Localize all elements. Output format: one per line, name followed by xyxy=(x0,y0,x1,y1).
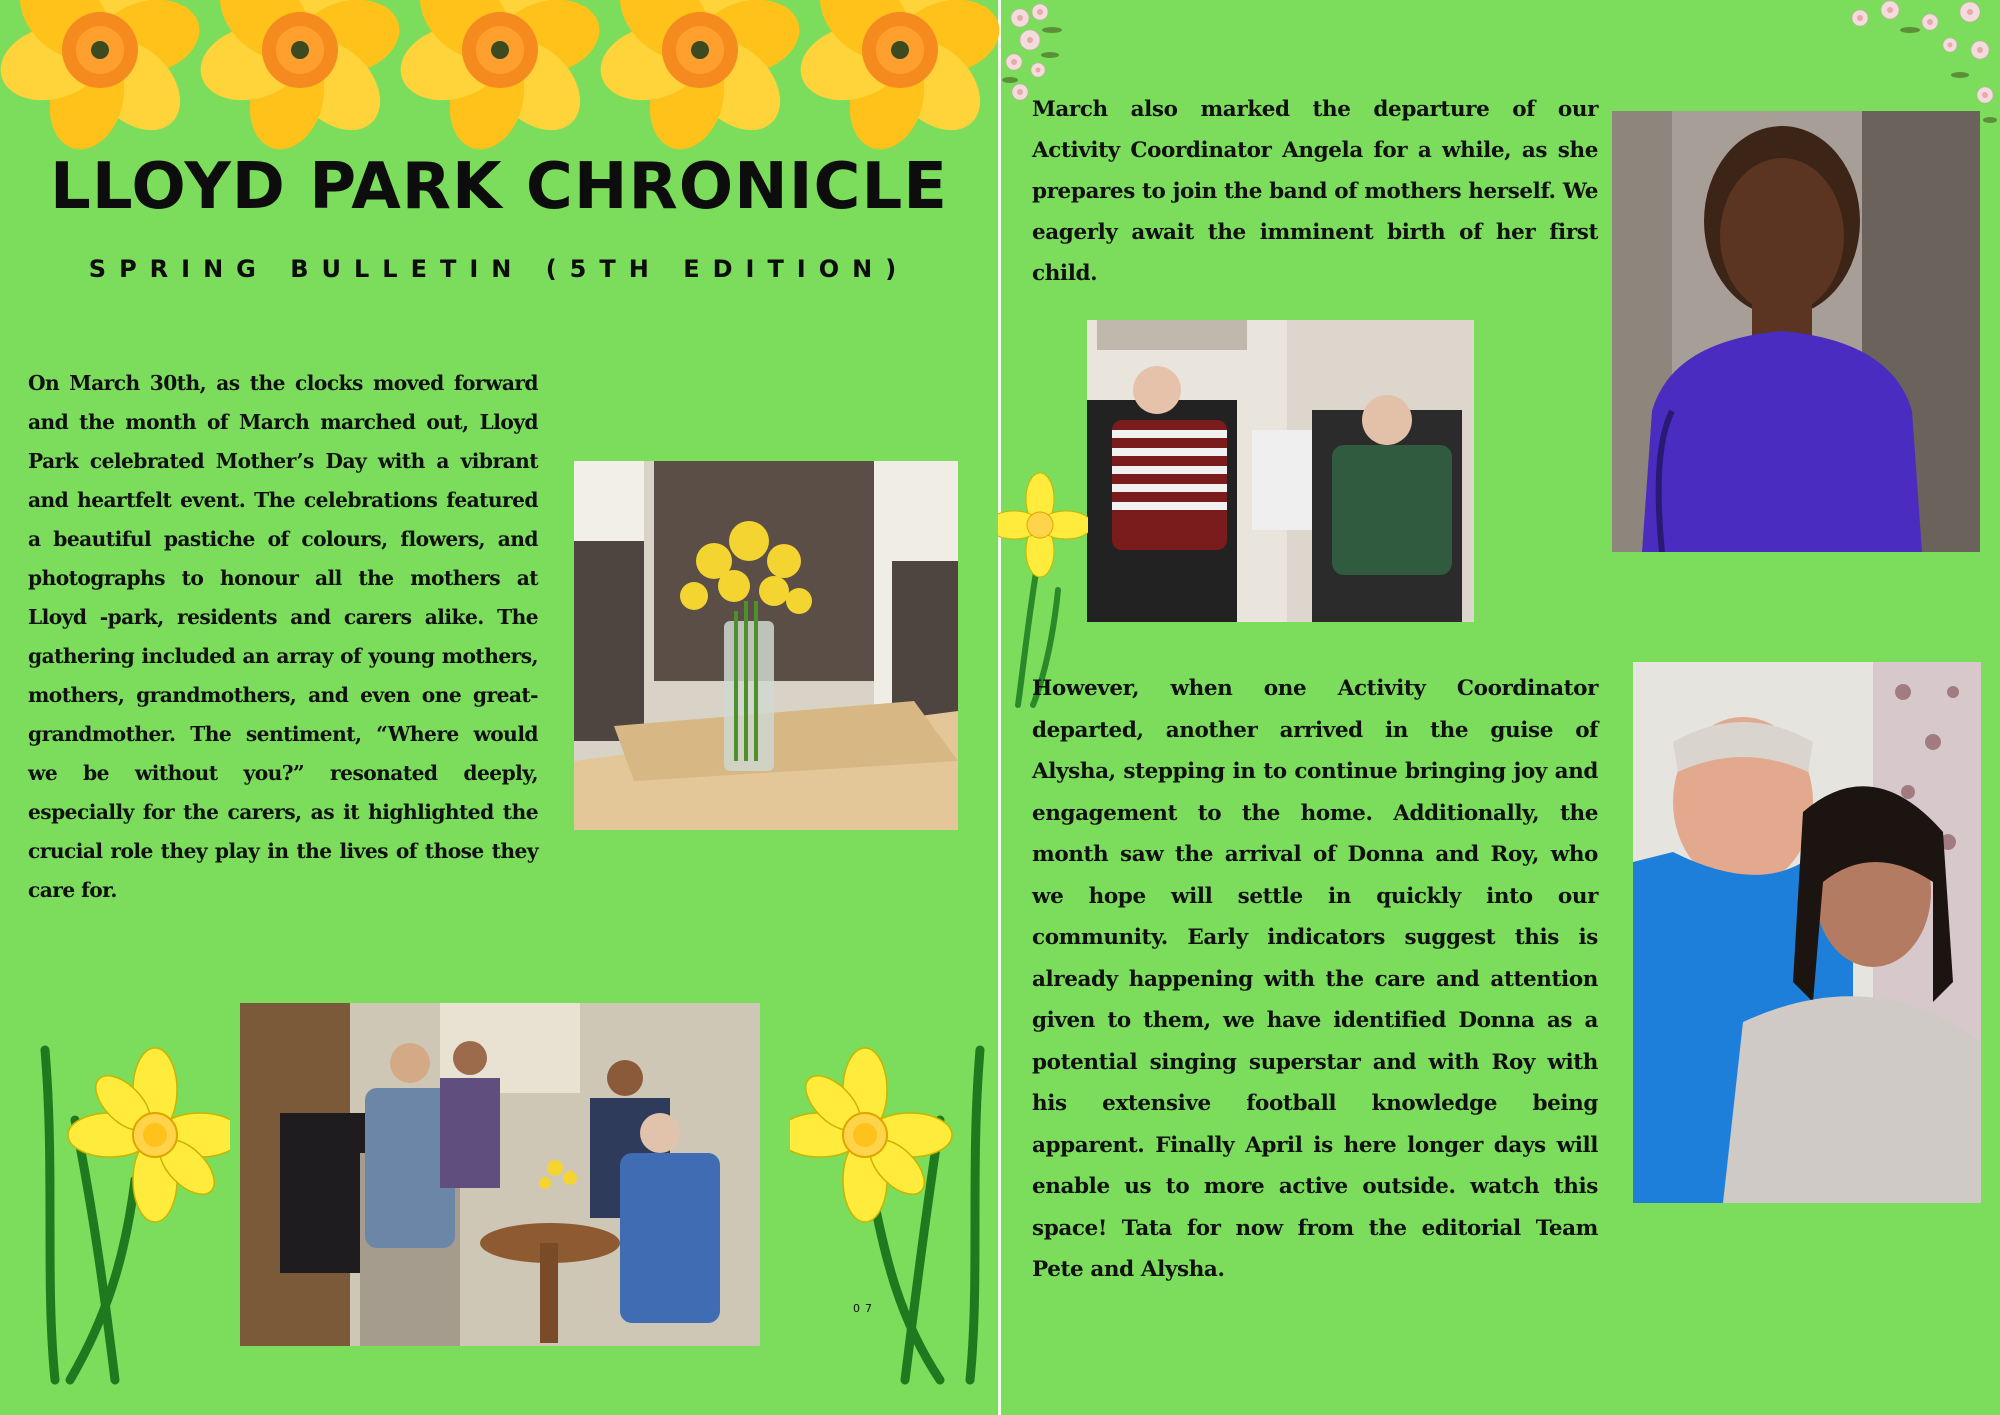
daffodil-icon xyxy=(0,0,200,150)
mothers-day-group-photo xyxy=(240,1003,760,1346)
arrivals-article: However, when one Activity Coordinator departed, another arrived in the guise of Alysha, stepping in to continue bringing joy and engagement to the home. Additionally, the month saw the arrival of Donna and Roy, who we hope will settle in quickly into our community. Early indicators suggest this is already happening with the care and attention given to them, we have identified Donna as a potential singing superstar and with Roy with his extensive football knowledge being apparent. Finally April is here longer days will enable us to more active outside. watch this space! Tata for now from the editorial Team Pete and Alysha. xyxy=(1032,676,1598,1282)
daffodil-icon xyxy=(400,0,600,150)
daffodil-icon xyxy=(600,0,800,150)
mothers-day-article: On March 30th, as the clocks moved forward and the month of March marched out, Lloyd Park celebrated Mother’s Day with a vibrant and heartfelt event. The celebrations featured a beautiful pastiche of colours, flowers, and photographs to honour all the mothers at Lloyd -park, residents and carers alike. The gathering included an array of young mothers, mothers, grandmothers, and even one great-grandmother. The sentiment, “Where would we be without you?” resonated deeply, especially for the carers, as it highlighted the crucial role they play in the lives of those they care for. xyxy=(28,371,538,902)
angela-portrait-photo xyxy=(1612,111,1980,552)
page-subtitle: SPRING BULLETIN (5TH EDITION) xyxy=(88,255,910,283)
daffodil-stem-icon xyxy=(15,1020,230,1392)
daffodil-vase-photo xyxy=(574,461,958,830)
page-number: 07 xyxy=(853,1302,877,1315)
departure-article: March also marked the departure of our Activity Coordinator Angela for a while, as she prepares to join the band of mothers herself. We eagerly await the imminent birth of her first child. xyxy=(1032,97,1598,286)
daffodil-stem-icon xyxy=(790,1020,1005,1392)
residents-photo xyxy=(1087,320,1474,622)
roy-alysha-selfie-photo xyxy=(1633,662,1981,1203)
daffodil-icon xyxy=(800,0,1000,150)
daffodil-border xyxy=(0,0,998,150)
daffodil-icon xyxy=(200,0,400,150)
page-title: LLOYD PARK CHRONICLE xyxy=(50,150,948,224)
